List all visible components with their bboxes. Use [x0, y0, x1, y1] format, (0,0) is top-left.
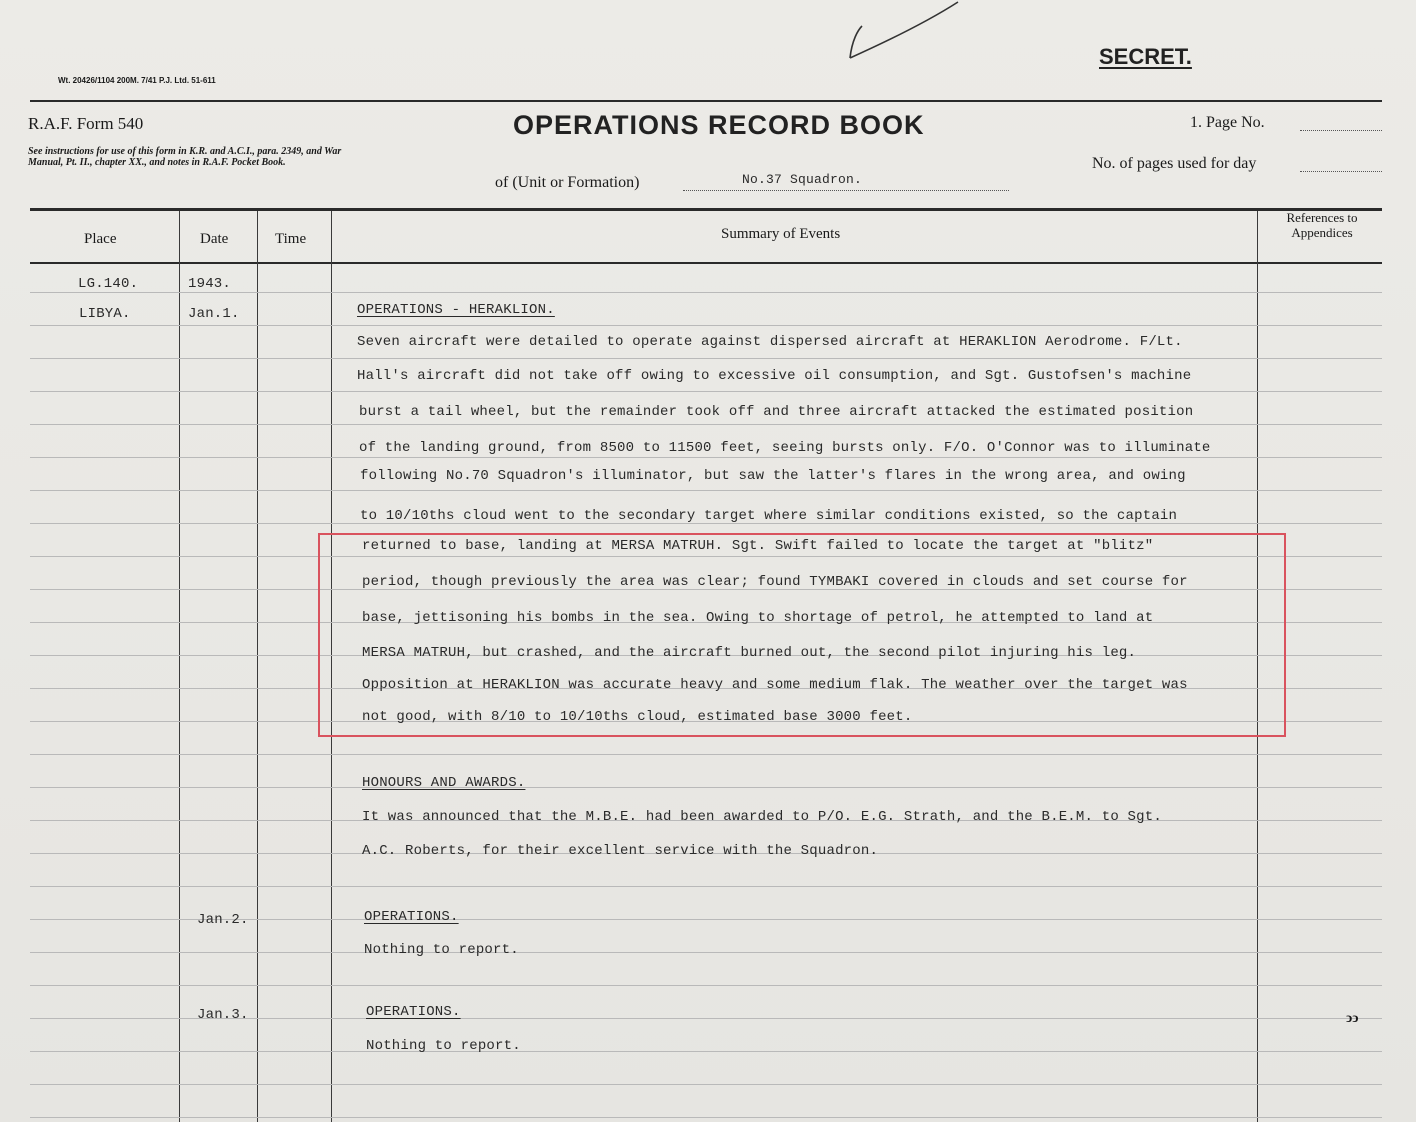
summary-line: period, though previously the area was clear; found TYMBAKI covered in clouds and set course for [362, 574, 1188, 590]
summary-line: to 10/10ths cloud went to the secondary target where similar conditions existed, so the captain [360, 508, 1178, 524]
highlight-box [318, 533, 1286, 737]
date-entry: Jan.3. [197, 1007, 249, 1023]
margin-mark: ↄↄ [1346, 1011, 1359, 1026]
summary-line: not good, with 8/10 to 10/10ths cloud, estimated base 3000 feet. [362, 709, 913, 725]
summary-line: of the landing ground, from 8500 to 11500 feet, seeing bursts only. F/O. O'Connor was to illuminate [359, 440, 1211, 456]
ruled-line [30, 754, 1382, 755]
summary-line: Hall's aircraft did not take off owing to excessive oil consumption, and Sgt. Gustofsen's machine [357, 368, 1192, 384]
ruled-line [30, 1084, 1382, 1085]
summary-line: returned to base, landing at MERSA MATRUH. Sgt. Swift failed to locate the target at "blitz" [362, 538, 1154, 554]
column-header-time: Time [275, 231, 307, 247]
summary-line: base, jettisoning his bombs in the sea. Owing to shortage of petrol, he attempted to land at [362, 610, 1154, 626]
summary-line: OPERATIONS. [364, 909, 459, 925]
form-instructions: See instructions for use of this form in K.R. and A.C.I., para. 2349, and War Manual, Pt. II., chapter XX., and notes in R.A.F. Pocket Book. [28, 146, 342, 168]
summary-line: It was announced that the M.B.E. had been awarded to P/O. E.G. Strath, and the B.E.M. to Sgt. [362, 809, 1162, 825]
summary-line: OPERATIONS - HERAKLION. [357, 302, 555, 318]
summary-line: Seven aircraft were detailed to operate against dispersed aircraft at HERAKLION Aerodrome. F/Lt. [357, 334, 1183, 350]
place-entry: LIBYA. [79, 306, 131, 322]
secret-label: SECRET. [1099, 44, 1192, 69]
column-header-references: References to Appendices [1286, 210, 1358, 240]
summary-line: burst a tail wheel, but the remainder took off and three aircraft attacked the estimated position [359, 404, 1194, 420]
ruled-line [30, 886, 1382, 887]
form-number: R.A.F. Form 540 [28, 114, 144, 133]
summary-line: Nothing to report. [366, 1038, 521, 1054]
ruled-line [30, 457, 1382, 458]
ruled-line [30, 787, 1382, 788]
print-code: Wt. 20426/1104 200M. 7/41 P.J. Ltd. 51-611 [58, 76, 216, 85]
ruled-line [30, 424, 1382, 425]
ruled-line [30, 325, 1382, 326]
ruled-line [30, 1051, 1382, 1052]
ruled-line [30, 985, 1382, 986]
ruled-line [30, 952, 1382, 953]
place-entry: LG.140. [78, 276, 139, 292]
summary-line: HONOURS AND AWARDS. [362, 775, 526, 791]
unit-value: No.37 Squadron. [742, 172, 863, 187]
date-entry: 1943. [188, 276, 232, 292]
column-header-place: Place [84, 231, 117, 247]
pen-tick-mark [830, 0, 960, 70]
summary-line: OPERATIONS. [366, 1004, 461, 1020]
column-header-date: Date [200, 231, 229, 247]
ruled-line [30, 490, 1382, 491]
ruled-line [30, 292, 1382, 293]
page-title: OPERATIONS RECORD BOOK [513, 110, 925, 140]
summary-line: following No.70 Squadron's illuminator, but saw the latter's flares in the wrong area, and owing [360, 468, 1186, 484]
ruled-line [30, 1117, 1382, 1118]
summary-line: Opposition at HERAKLION was accurate heavy and some medium flak. The weather over the target was [362, 677, 1188, 693]
ruled-line [30, 358, 1382, 359]
summary-line: Nothing to report. [364, 942, 519, 958]
ruled-line [30, 391, 1382, 392]
unit-label: of (Unit or Formation) [495, 174, 640, 191]
summary-line: MERSA MATRUH, but crashed, and the aircraft burned out, the second pilot injuring his leg. [362, 645, 1137, 661]
date-entry: Jan.2. [197, 912, 249, 928]
date-entry: Jan.1. [188, 306, 240, 322]
summary-line: A.C. Roberts, for their excellent service with the Squadron. [362, 843, 879, 859]
column-header-summary: Summary of Events [721, 226, 841, 242]
page-number-label: 1. Page No. [1190, 114, 1265, 131]
pages-used-label: No. of pages used for day [1092, 155, 1257, 172]
